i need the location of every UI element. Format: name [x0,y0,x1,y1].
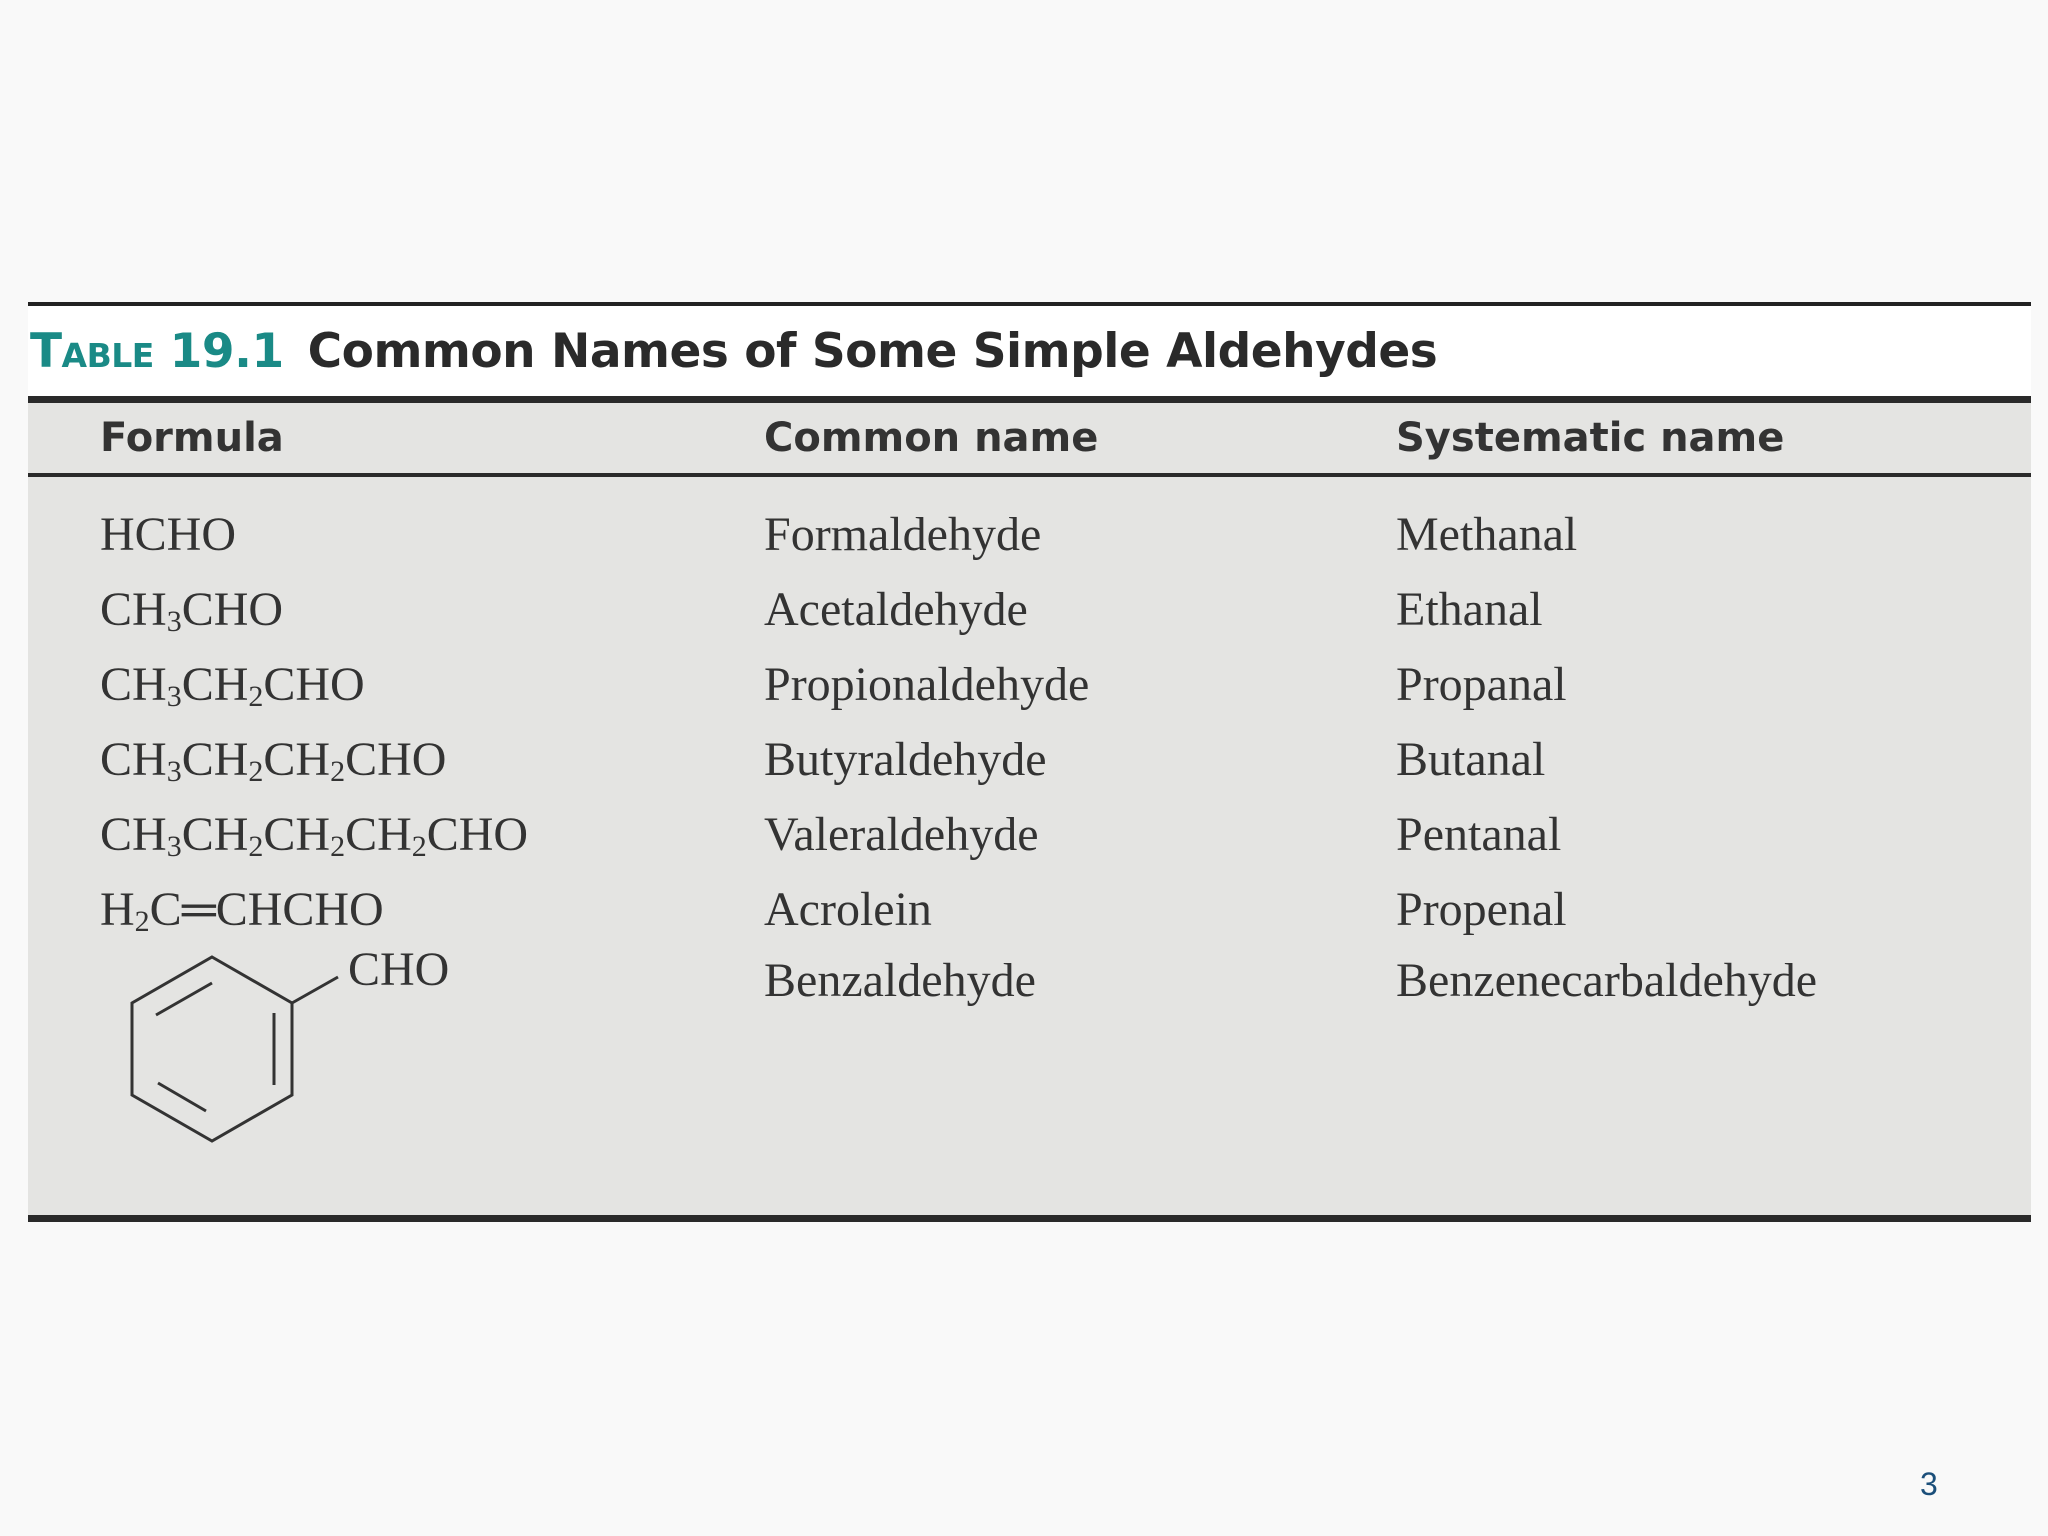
table-body [28,403,2031,1215]
table-title-row [28,306,2031,396]
table-header-row [28,403,2031,473]
table-bottom-rule [28,1215,2031,1222]
systematic-name-cell: Benzenecarbaldehyde [1396,954,1818,1007]
common-name-cell: Propionaldehyde [764,658,1090,711]
header-systematic-name: Systematic name [1396,415,1785,461]
common-name-cell: Acrolein [764,883,932,936]
formula-cell: $CH_3CH_2CHO$ [100,658,365,713]
common-name-cell: Acetaldehyde [764,583,1028,636]
page-number: 3 [1920,1466,1938,1502]
common-name-cell: Valeraldehyde [764,808,1039,861]
systematic-name-cell: Propanal [1396,658,1567,711]
table-title: Common Names of Some Simple Aldehydes [307,323,1438,379]
common-name-cell: Benzaldehyde [764,954,1036,1007]
aldehyde-group-label: CHO [348,947,450,996]
table-row [28,797,2031,872]
formula-cell: HCHO [100,508,237,561]
benzaldehyde-structure [94,947,494,1147]
aldehyde-bond [292,977,338,1003]
header-common-name: Common name [764,415,1099,461]
table-label: Table 19.1 [30,323,284,379]
common-name-cell: Formaldehyde [764,508,1042,561]
formula-cell [28,947,764,1147]
aldehyde-table [28,302,2031,1222]
table-title-rule [28,396,2031,403]
common-name-cell: Butyraldehyde [764,733,1047,786]
systematic-name-cell: Butanal [1396,733,1546,786]
systematic-name-cell: Methanal [1396,508,1578,561]
table-row [28,572,2031,647]
table-row [28,872,2031,947]
table-row [28,647,2031,722]
header-formula: Formula [100,415,284,461]
formula-cell: $CH_3CH_2CH_2CHO$ [100,733,447,788]
table-row [28,722,2031,797]
systematic-name-cell: Ethanal [1396,583,1543,636]
table-row [28,947,2031,1147]
systematic-name-cell: Propenal [1396,883,1567,936]
formula-cell: $CH_3CHO$ [100,583,284,638]
table-rows [28,477,2031,1215]
table-row [28,497,2031,572]
systematic-name-cell: Pentanal [1396,808,1562,861]
formula-cell: $H_2C═CHCHO$ [100,883,384,938]
benzene-ring [132,957,338,1141]
formula-cell: $CH_3CH_2CH_2CH_2CHO$ [100,808,529,863]
